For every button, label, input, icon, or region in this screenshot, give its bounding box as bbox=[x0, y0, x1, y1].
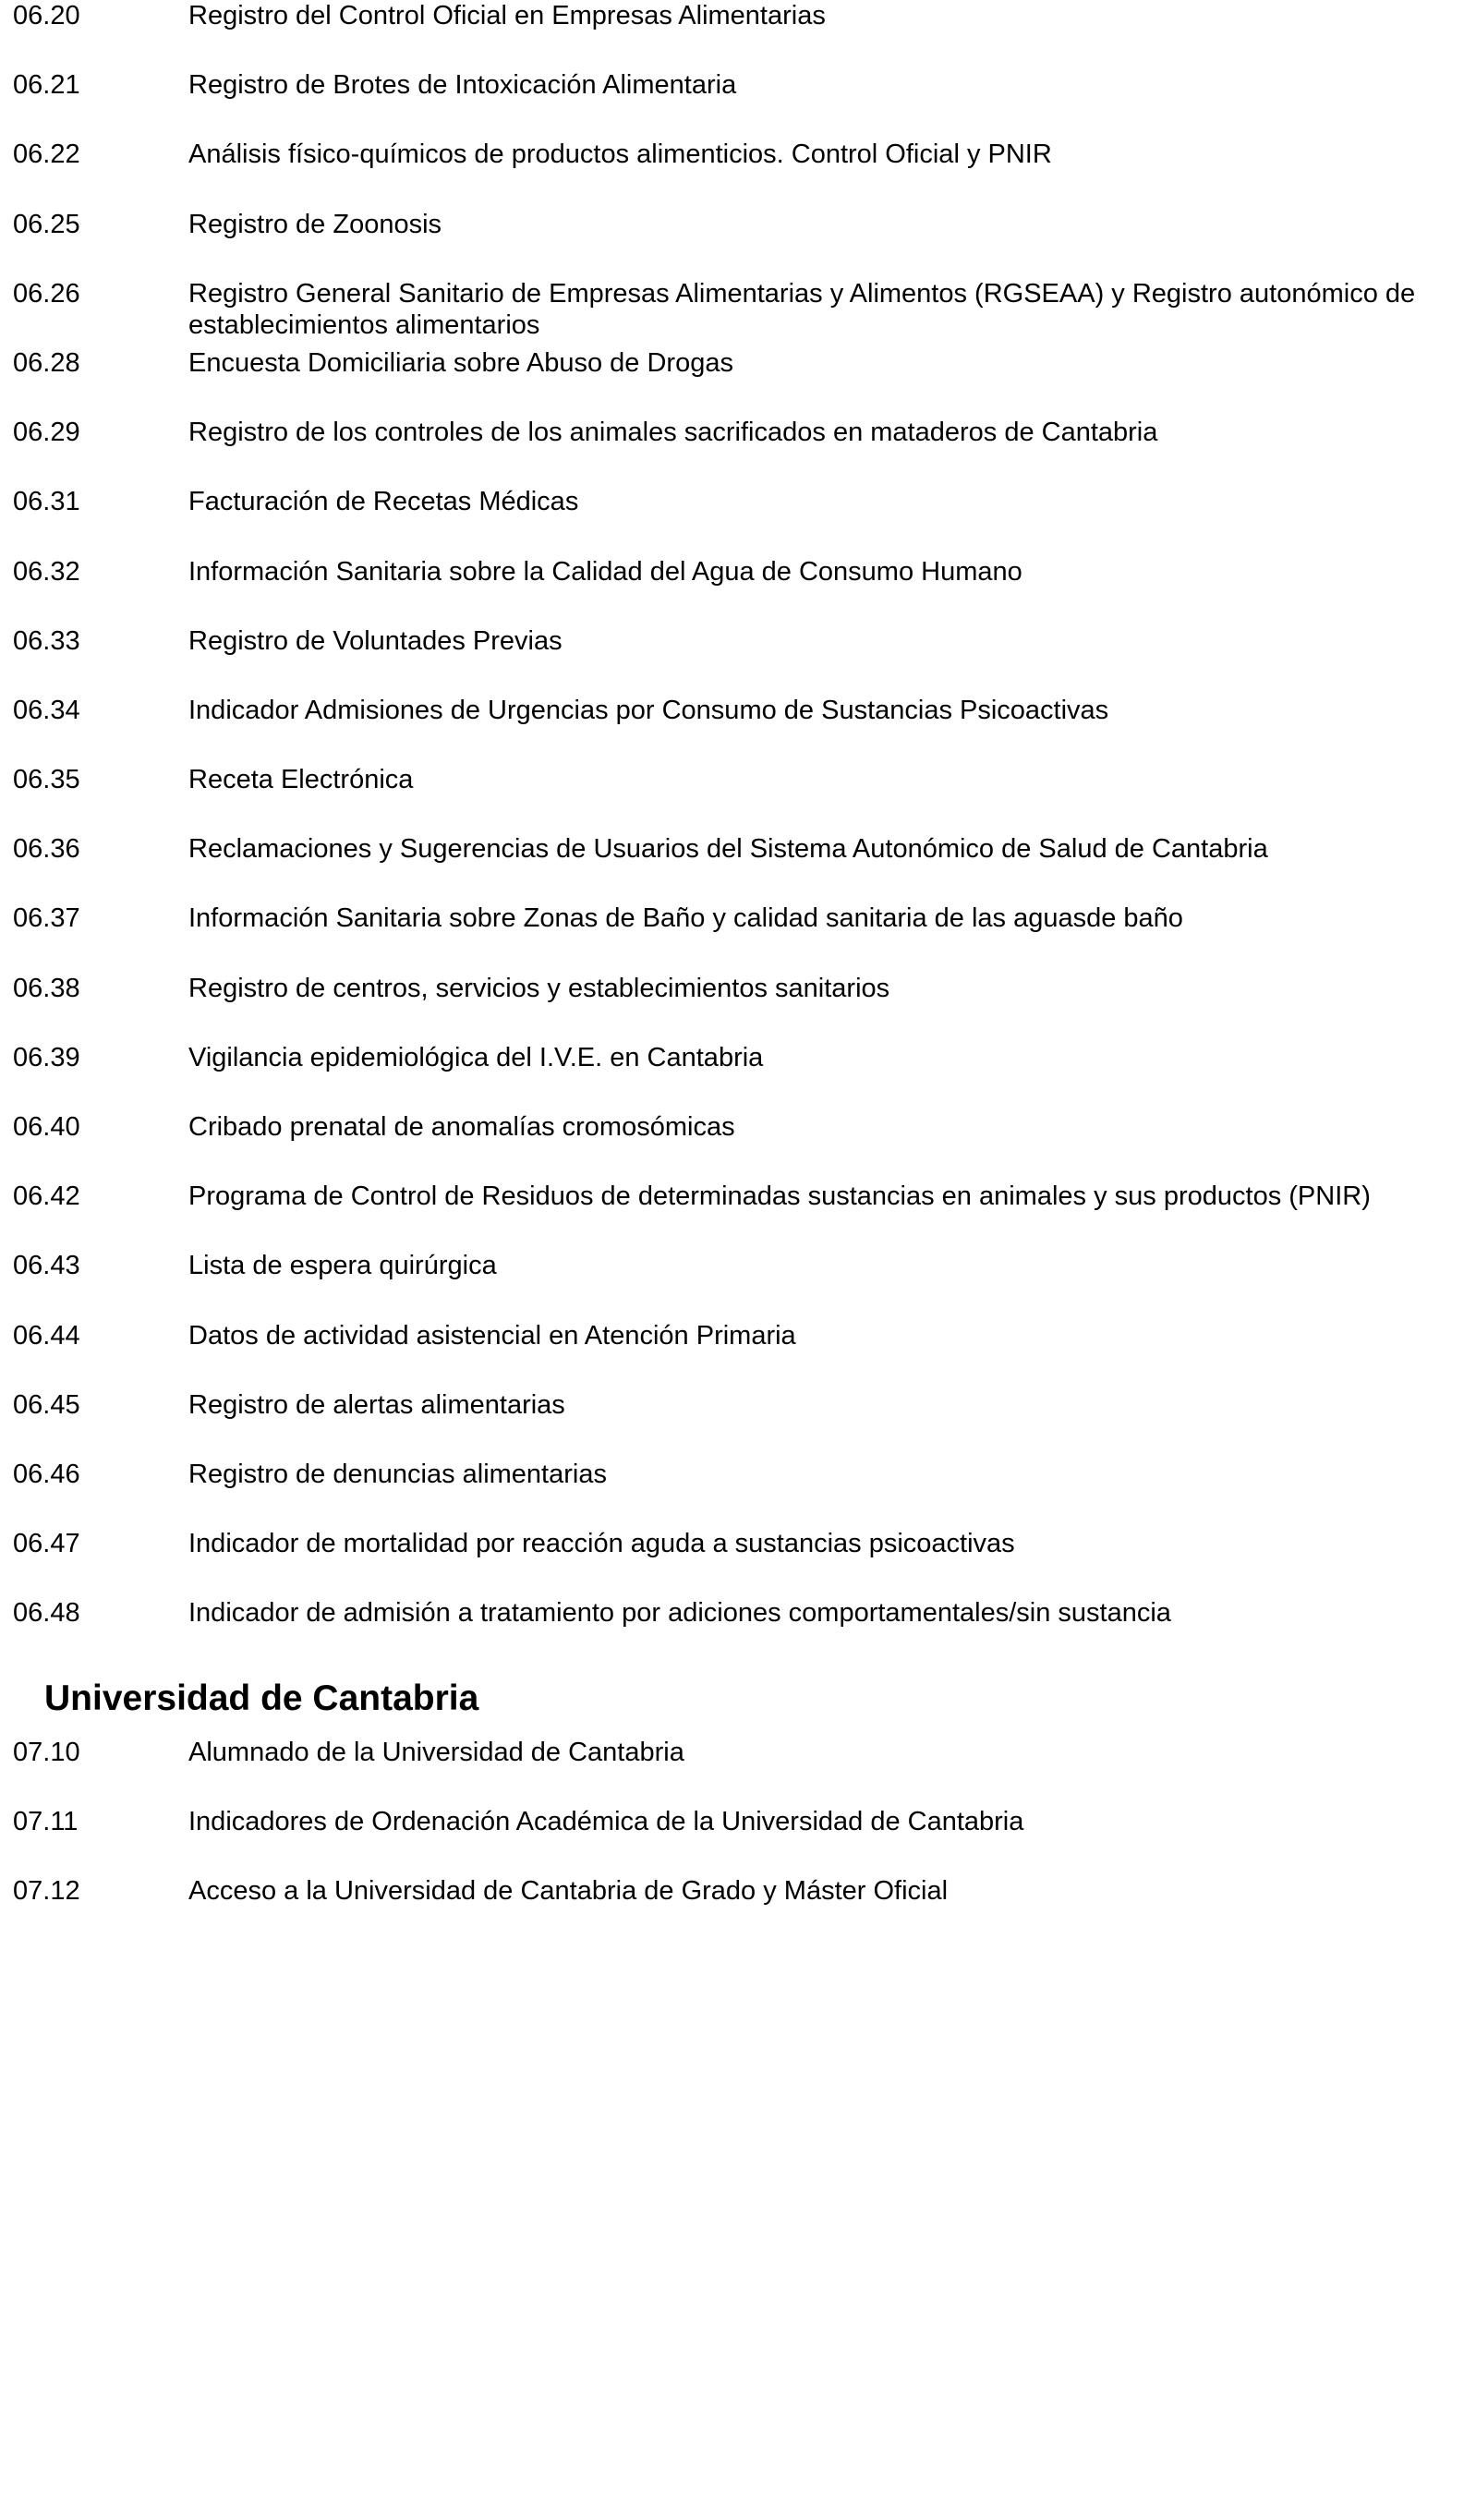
list-item bbox=[0, 625, 1476, 695]
item-title: Datos de actividad asistencial en Atención Primaria bbox=[188, 1320, 796, 1351]
item-title: Registro de Zoonosis bbox=[188, 209, 442, 239]
list-item bbox=[0, 347, 1476, 417]
item-title: Registro de centros, servicios y establecimientos sanitarios bbox=[188, 973, 890, 1003]
item-title: Alumnado de la Universidad de Cantabria bbox=[188, 1738, 684, 1767]
item-code: 06.44 bbox=[13, 1320, 80, 1351]
list-item bbox=[0, 486, 1476, 555]
list-item bbox=[0, 139, 1476, 208]
list-item bbox=[0, 1875, 1476, 1945]
item-code: 06.32 bbox=[13, 556, 80, 587]
list-item bbox=[0, 0, 1476, 69]
item-code: 06.21 bbox=[13, 70, 80, 101]
item-title: Registro del Control Oficial en Empresas Alimentarias bbox=[188, 1, 826, 30]
item-title: Información Sanitaria sobre Zonas de Baño y calidad sanitaria de las aguasde baño bbox=[188, 903, 1183, 934]
item-title: Reclamaciones y Sugerencias de Usuarios del Sistema Autonómico de Salud de Cantabria bbox=[188, 834, 1268, 865]
list-item bbox=[0, 833, 1476, 903]
section-universidad bbox=[0, 1737, 1476, 1945]
list-item bbox=[0, 1806, 1476, 1875]
section-heading: Universidad de Cantabria bbox=[44, 1678, 479, 1718]
item-title: Información Sanitaria sobre la Calidad del Agua de Consumo Humano bbox=[188, 556, 1022, 587]
list-item bbox=[0, 209, 1476, 278]
item-title: Indicador de admisión a tratamiento por adiciones comportamentales/sin sustancia bbox=[188, 1598, 1171, 1629]
item-title: Receta Electrónica bbox=[188, 765, 414, 795]
item-title: Registro de los controles de los animales sacrificados en mataderos de Cantabria bbox=[188, 418, 1158, 448]
item-code: 06.45 bbox=[13, 1389, 80, 1420]
item-code: 06.34 bbox=[13, 695, 80, 725]
item-code: 06.43 bbox=[13, 1251, 80, 1281]
list-item bbox=[0, 764, 1476, 833]
item-code: 06.25 bbox=[13, 209, 80, 239]
item-title: Indicadores de Ordenación Académica de la Universidad de Cantabria bbox=[188, 1807, 1024, 1837]
list-item bbox=[0, 417, 1476, 486]
list-item bbox=[0, 1181, 1476, 1250]
list-item bbox=[0, 556, 1476, 625]
item-title: Registro de Brotes de Intoxicación Alimentaria bbox=[188, 70, 737, 101]
item-code: 06.37 bbox=[13, 903, 80, 934]
item-title: Vigilancia epidemiológica del I.V.E. en Cantabria bbox=[188, 1042, 764, 1072]
item-title: Registro de denuncias alimentarias bbox=[188, 1459, 607, 1489]
item-code: 07.12 bbox=[13, 1876, 80, 1907]
list-item bbox=[0, 1597, 1476, 1666]
item-code: 06.29 bbox=[13, 418, 80, 448]
item-title: Lista de espera quirúrgica bbox=[188, 1251, 497, 1281]
item-title: Indicador de mortalidad por reacción aguda a sustancias psicoactivas bbox=[188, 1529, 1015, 1559]
item-code: 06.20 bbox=[13, 1, 80, 30]
item-code: 06.42 bbox=[13, 1181, 80, 1212]
item-title: Análisis físico-químicos de productos alimenticios. Control Oficial y PNIR bbox=[188, 139, 1052, 170]
item-code: 06.38 bbox=[13, 973, 80, 1003]
item-title: Facturación de Recetas Médicas bbox=[188, 487, 579, 517]
item-title: Indicador Admisiones de Urgencias por Consumo de Sustancias Psicoactivas bbox=[188, 695, 1109, 725]
list-item bbox=[0, 278, 1476, 347]
item-code: 06.48 bbox=[13, 1598, 80, 1629]
list-item bbox=[0, 1737, 1476, 1806]
item-code: 06.40 bbox=[13, 1112, 80, 1142]
item-code: 06.39 bbox=[13, 1042, 80, 1072]
list-item bbox=[0, 1320, 1476, 1389]
item-code: 07.10 bbox=[13, 1738, 80, 1767]
item-code: 06.22 bbox=[13, 139, 80, 170]
list-item bbox=[0, 1389, 1476, 1459]
item-title: Programa de Control de Residuos de determinadas sustancias en animales y sus productos (PNIR) bbox=[188, 1181, 1371, 1212]
item-title: Registro de alertas alimentarias bbox=[188, 1389, 565, 1420]
list-item bbox=[0, 695, 1476, 764]
item-code: 06.47 bbox=[13, 1529, 80, 1559]
item-code: 06.33 bbox=[13, 625, 80, 656]
item-code: 06.28 bbox=[13, 347, 80, 378]
list-item bbox=[0, 69, 1476, 139]
item-title: Acceso a la Universidad de Cantabria de Grado y Máster Oficial bbox=[188, 1876, 949, 1907]
list-item bbox=[0, 1111, 1476, 1181]
item-code: 07.11 bbox=[13, 1807, 79, 1837]
item-code: 06.36 bbox=[13, 834, 80, 865]
list-item bbox=[0, 1250, 1476, 1319]
item-title: Registro de Voluntades Previas bbox=[188, 625, 563, 656]
list-item bbox=[0, 973, 1476, 1042]
item-code: 06.35 bbox=[13, 765, 80, 795]
list-item bbox=[0, 1042, 1476, 1111]
item-title: Cribado prenatal de anomalías cromosómicas bbox=[188, 1112, 735, 1142]
list-item bbox=[0, 903, 1476, 972]
item-code: 06.46 bbox=[13, 1459, 80, 1489]
item-title: Encuesta Domiciliaria sobre Abuso de Drogas bbox=[188, 347, 733, 378]
list-item bbox=[0, 1459, 1476, 1528]
list-item bbox=[0, 1528, 1476, 1597]
item-title: Registro General Sanitario de Empresas Alimentarias y Alimentos (RGSEAA) y Registro autonómico de establecimientos alimentarios bbox=[188, 278, 1416, 340]
item-code: 06.31 bbox=[13, 487, 80, 517]
item-code: 06.26 bbox=[13, 278, 80, 309]
